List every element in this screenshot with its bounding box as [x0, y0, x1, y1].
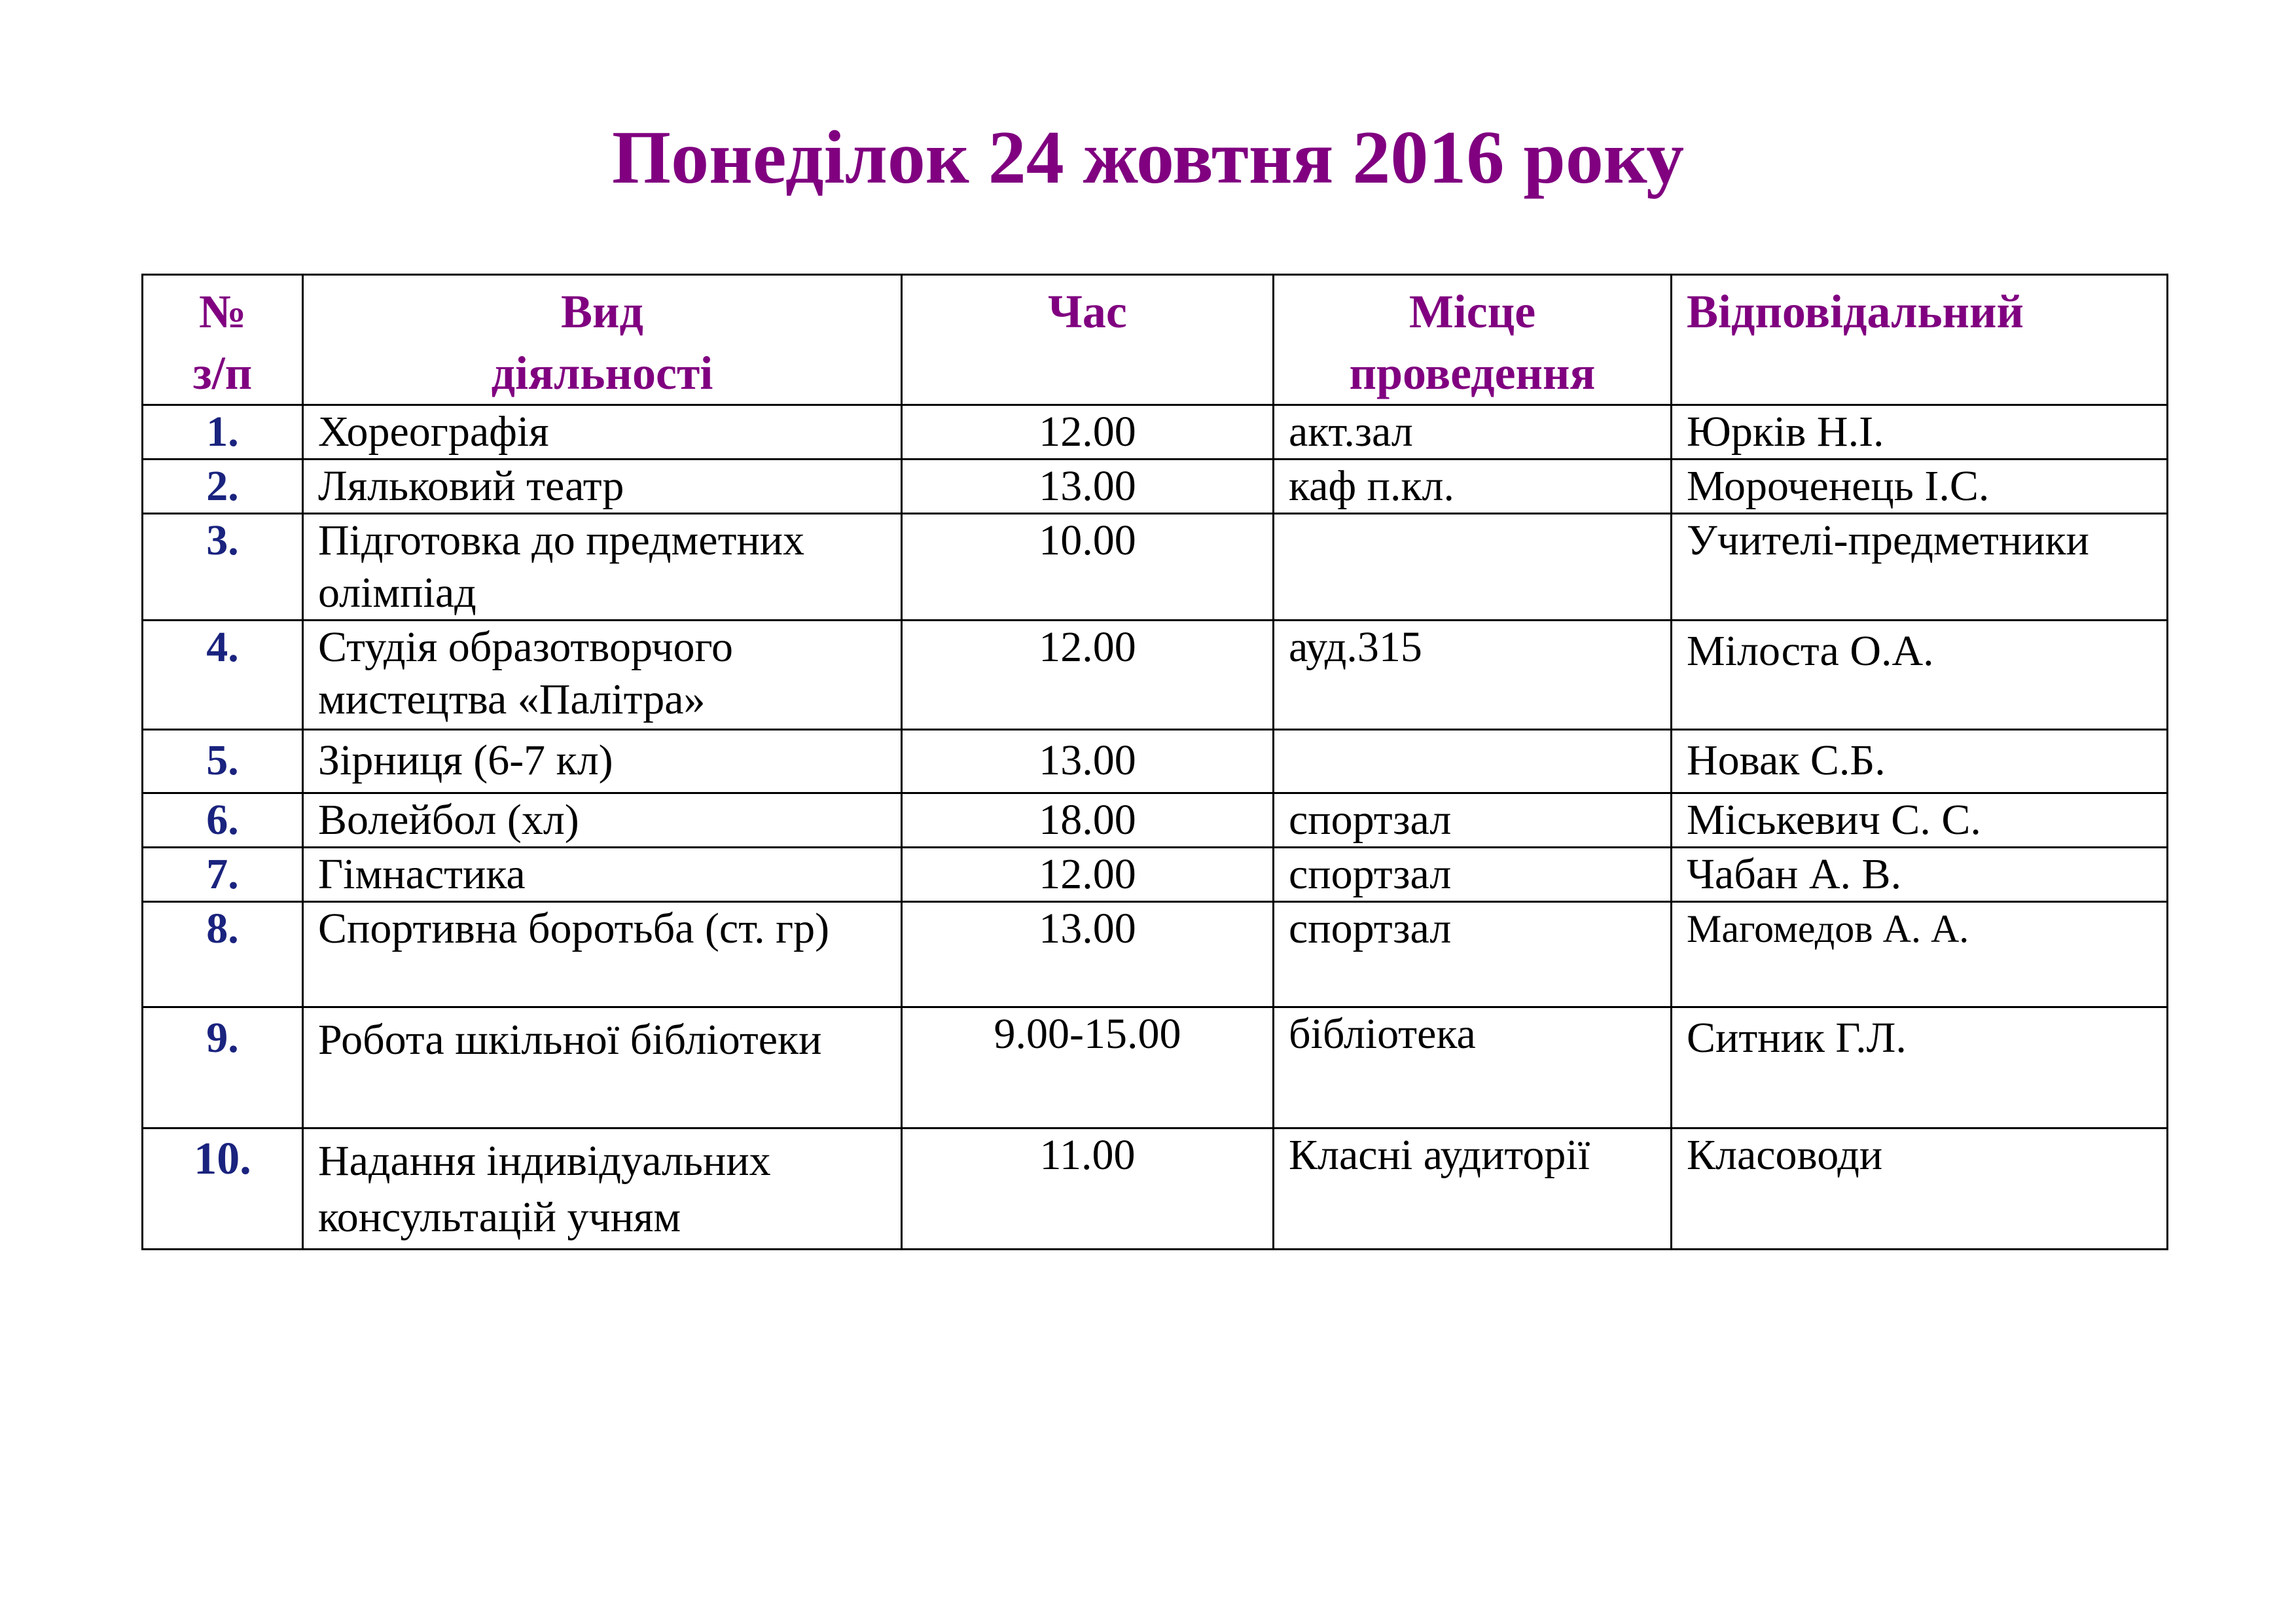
row-place: спортзал: [1274, 793, 1672, 848]
row-responsible: Новак С.Б.: [1672, 730, 2168, 793]
table-row: [143, 793, 2168, 848]
row-number: 4.: [143, 621, 303, 730]
row-activity: Студія образотворчого мистецтва «Палітра»: [303, 621, 902, 730]
row-time: 10.00: [902, 514, 1274, 621]
row-activity: Гімнастика: [303, 848, 902, 902]
header-place: [1274, 275, 1672, 405]
row-responsible: Юрків Н.І.: [1672, 405, 2168, 460]
row-time: 13.00: [902, 902, 1274, 1007]
header-responsible: [1672, 275, 2168, 405]
row-time: 12.00: [902, 848, 1274, 902]
header-time: [902, 275, 1274, 405]
row-responsible: Мороченець І.С.: [1672, 460, 2168, 514]
header-number-line2: з/п: [192, 347, 253, 399]
row-activity: Волейбол (хл): [303, 793, 902, 848]
table-row: [143, 902, 2168, 1007]
row-time: 11.00: [902, 1128, 1274, 1250]
table-header-row: [143, 275, 2168, 405]
table-row: [143, 1007, 2168, 1128]
row-number: 1.: [143, 405, 303, 460]
row-number: 5.: [143, 730, 303, 793]
header-number-line1: №: [198, 285, 247, 338]
row-number: 8.: [143, 902, 303, 1007]
row-place: акт.зал: [1274, 405, 1672, 460]
table-row: [143, 405, 2168, 460]
page-title: Понеділок 24 жовтня 2016 року: [611, 116, 1685, 200]
header-activity-line2: діяльності: [491, 347, 713, 399]
row-activity: Спортивна боротьба (ст. гр): [303, 902, 902, 1007]
table-row: [143, 514, 2168, 621]
row-time: 12.00: [902, 405, 1274, 460]
row-responsible: Міськевич С. С.: [1672, 793, 2168, 848]
row-activity: Хореографія: [303, 405, 902, 460]
row-responsible: Магомедов А. А.: [1672, 902, 2168, 1007]
table-row: [143, 848, 2168, 902]
table-row: [143, 621, 2168, 730]
row-time: 12.00: [902, 621, 1274, 730]
row-number: 3.: [143, 514, 303, 621]
row-number: 6.: [143, 793, 303, 848]
row-place: Класні аудиторії: [1274, 1128, 1672, 1250]
header-place-line2: проведення: [1349, 347, 1596, 399]
row-responsible: Учителі-предметники: [1672, 514, 2168, 621]
row-time: 13.00: [902, 730, 1274, 793]
row-responsible: Ситник Г.Л.: [1672, 1007, 2168, 1128]
row-place: ауд.315: [1274, 621, 1672, 730]
row-place: спортзал: [1274, 902, 1672, 1007]
row-number: 9.: [143, 1007, 303, 1128]
header-activity-line1: Вид: [561, 285, 643, 338]
row-activity: Надання індивідуальних консультацій учням: [303, 1128, 902, 1250]
row-activity: Підготовка до предметних олімпіад: [303, 514, 902, 621]
row-number: 2.: [143, 460, 303, 514]
row-time: 18.00: [902, 793, 1274, 848]
header-number: [143, 275, 303, 405]
row-place: [1274, 514, 1672, 621]
header-activity: [303, 275, 902, 405]
row-number: 7.: [143, 848, 303, 902]
row-activity: Зірниця (6-7 кл): [303, 730, 902, 793]
row-place: бібліотека: [1274, 1007, 1672, 1128]
row-time: 9.00-15.00: [902, 1007, 1274, 1128]
row-responsible: Мілоста О.А.: [1672, 621, 2168, 730]
header-time-label: Час: [1048, 285, 1127, 338]
row-activity: Ляльковий театр: [303, 460, 902, 514]
table-row: [143, 1128, 2168, 1250]
schedule-table: [141, 274, 2168, 1250]
row-place: [1274, 730, 1672, 793]
row-place: каф п.кл.: [1274, 460, 1672, 514]
table-row: [143, 460, 2168, 514]
row-responsible: Класоводи: [1672, 1128, 2168, 1250]
header-responsible-label: Відповідальний: [1687, 285, 2024, 338]
row-activity: Робота шкільної бібліотеки: [303, 1007, 902, 1128]
row-place: спортзал: [1274, 848, 1672, 902]
row-time: 13.00: [902, 460, 1274, 514]
row-number: 10.: [143, 1128, 303, 1250]
row-responsible: Чабан А. В.: [1672, 848, 2168, 902]
table-row: [143, 730, 2168, 793]
header-place-line1: Місце: [1408, 285, 1536, 338]
